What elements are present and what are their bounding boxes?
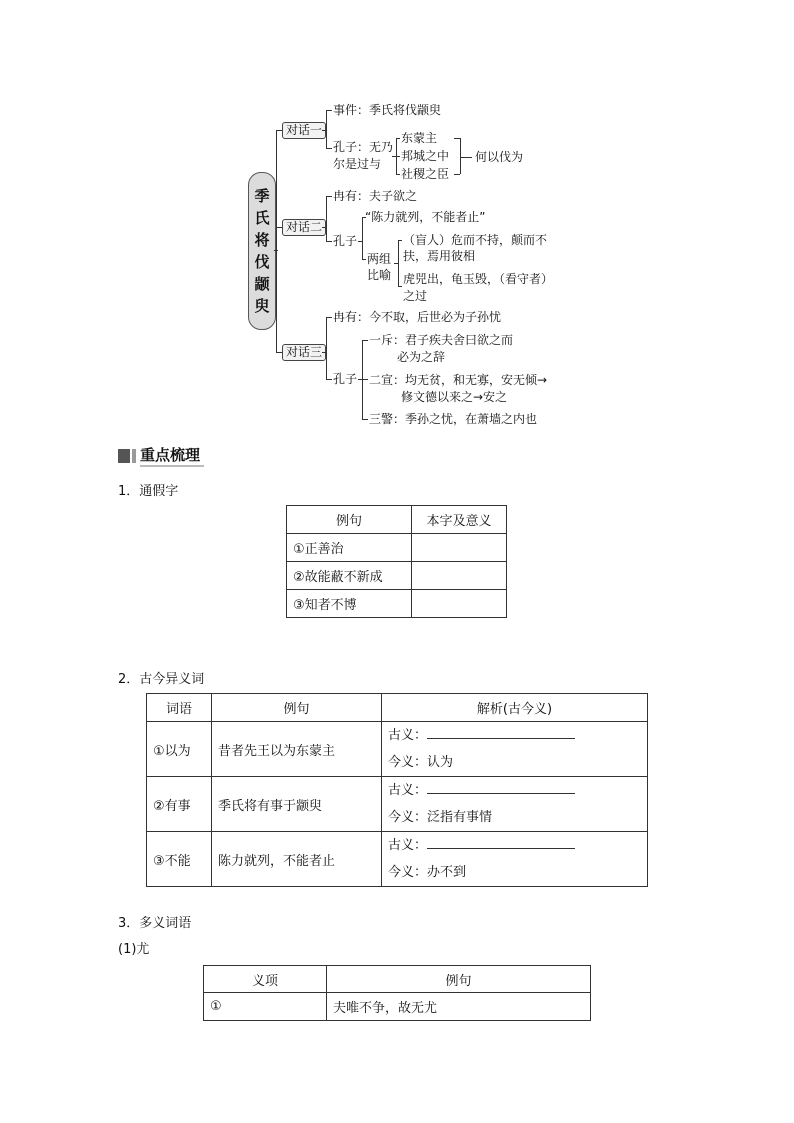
connector — [326, 196, 332, 197]
d1-reason: 社稷之臣 — [401, 167, 450, 181]
gu-line — [388, 832, 641, 859]
d1-conclusion: 何以伐为 — [475, 150, 524, 164]
mindmap-title — [248, 172, 276, 330]
table-row — [287, 590, 507, 618]
d2-kongzi: 孔子 — [333, 234, 358, 248]
d3-criticism-l1: 一斥：君子疾夫舍曰欲之而 — [369, 333, 514, 347]
d3-proclaim-l1: 二宣：均无贫，和无寡，安无倾→ — [369, 373, 548, 387]
answer-cell[interactable] — [412, 534, 507, 562]
title-char: 将 — [254, 231, 270, 249]
d2-analogy-1-l2: 扶，焉用彼相 — [403, 249, 476, 263]
section-heading — [118, 444, 204, 467]
bracket-line — [326, 196, 327, 241]
q3-table — [203, 965, 591, 1021]
dialogue-3-node: 对话三 — [282, 344, 326, 361]
d1-kongzi-l1: 孔子：无乃 — [333, 140, 394, 154]
gu-label: 古义： — [388, 728, 428, 743]
d2-analogy-1-l1: （盲人）危而不持，颠而不 — [403, 233, 548, 247]
gu-line — [388, 722, 641, 749]
table-row — [147, 722, 648, 777]
connector — [362, 340, 368, 341]
d1-kongzi-l2: 尔是过与 — [333, 157, 382, 171]
table-header: 义项 — [204, 966, 327, 993]
table-header-row — [147, 694, 648, 722]
d2-analogy-2-l1: 虎兕出，龟玉毁，（看守者） — [403, 272, 554, 286]
q1-title: 1．通假字 — [118, 484, 179, 499]
table-header: 词语 — [147, 694, 212, 722]
connector — [394, 263, 398, 264]
table-header: 本字及意义 — [412, 506, 507, 534]
heading-bar-icon — [118, 449, 130, 463]
jin-line: 今义：认为 — [388, 755, 454, 770]
meaning-cell — [382, 722, 648, 777]
q3-subtitle: (1)尤 — [118, 942, 150, 957]
connector — [322, 130, 326, 131]
table-cell: ③不能 — [147, 832, 212, 887]
q3-title: 3．多义词语 — [118, 916, 192, 931]
table-row — [287, 562, 507, 590]
title-char: 臾 — [254, 297, 270, 315]
d3-proclaim-l2: 修文德以来之→安之 — [401, 390, 508, 404]
jin-line: 今义：泛指有事情 — [388, 810, 493, 825]
connector — [358, 241, 362, 242]
connector — [326, 110, 332, 111]
meaning-cell — [382, 832, 648, 887]
q2-title: 2．古今异义词 — [118, 672, 205, 687]
connector — [396, 138, 400, 139]
d1-reason: 邦城之中 — [401, 149, 450, 163]
d3-ranyou: 冉有：今不取，后世必为子孙忧 — [333, 310, 502, 324]
table-cell: 季氏将有事于颛臾 — [212, 777, 382, 832]
connector — [396, 174, 400, 175]
table-header-row — [287, 506, 507, 534]
bracket-line — [460, 138, 461, 174]
d1-event: 事件：季氏将伐颛臾 — [333, 103, 442, 117]
main-bracket-line — [276, 130, 277, 352]
q2-table — [146, 693, 648, 887]
table-cell: ②故能蔽不新成 — [287, 562, 412, 590]
table-cell: ①正善治 — [287, 534, 412, 562]
table-header: 例句 — [287, 506, 412, 534]
connector — [362, 259, 366, 260]
table-row — [147, 832, 648, 887]
title-char: 氏 — [254, 209, 270, 227]
d3-criticism-l2: 必为之辞 — [397, 350, 446, 364]
table-cell: ②有事 — [147, 777, 212, 832]
title-char: 伐 — [254, 253, 270, 271]
jin-line: 今义：办不到 — [388, 865, 467, 880]
table-row — [204, 993, 591, 1021]
d2-analogy-l1: 两组 — [367, 252, 392, 266]
connector — [326, 379, 332, 380]
table-header-row — [204, 966, 591, 993]
connector — [322, 352, 326, 353]
table-header: 例句 — [327, 966, 591, 993]
title-char: 季 — [254, 187, 270, 205]
d1-reason: 东蒙主 — [401, 131, 438, 145]
d2-analogy-2-l2: 之过 — [403, 289, 428, 303]
connector — [326, 241, 332, 242]
meaning-cell — [382, 777, 648, 832]
connector — [398, 240, 402, 241]
gu-line — [388, 777, 641, 804]
connector — [362, 419, 368, 420]
gu-label: 古义： — [388, 783, 428, 798]
heading-bar-icon — [132, 449, 136, 463]
gu-blank[interactable] — [427, 726, 575, 739]
bracket-line — [362, 217, 363, 259]
connector — [398, 286, 402, 287]
table-cell: 昔者先王以为东蒙主 — [212, 722, 382, 777]
connector — [326, 317, 332, 318]
bracket-line — [326, 317, 327, 379]
connector — [326, 148, 332, 149]
connector — [454, 174, 460, 175]
table-cell: 夫唯不争，故无尤 — [327, 993, 591, 1021]
table-header: 例句 — [212, 694, 382, 722]
d3-kongzi: 孔子 — [333, 372, 358, 386]
connector — [274, 250, 278, 251]
connector — [362, 379, 368, 380]
q1-table — [286, 505, 507, 618]
table-cell: 陈力就列，不能者止 — [212, 832, 382, 887]
dialogue-2-node: 对话二 — [282, 219, 326, 236]
table-row — [147, 777, 648, 832]
table-cell: ③知者不博 — [287, 590, 412, 618]
table-row — [287, 534, 507, 562]
table-cell: ①以为 — [147, 722, 212, 777]
answer-cell[interactable] — [412, 562, 507, 590]
gu-blank[interactable] — [427, 781, 575, 794]
gu-label: 古义： — [388, 838, 428, 853]
connector — [322, 227, 326, 228]
section-title: 重点梳理 — [140, 444, 204, 467]
dialogue-1-node: 对话一 — [282, 122, 326, 139]
connector — [460, 157, 472, 158]
connector — [396, 156, 400, 157]
bracket-line — [326, 110, 327, 148]
d3-warning: 三警：季孙之忧，在萧墙之内也 — [369, 412, 538, 426]
d2-quote: “陈力就列，不能者止” — [365, 210, 486, 224]
bracket-line — [398, 240, 399, 286]
table-header: 解析(古今义) — [382, 694, 648, 722]
d2-ranyou: 冉有：夫子欲之 — [333, 189, 418, 203]
d2-analogy-l2: 比喻 — [367, 268, 392, 282]
title-char: 颛 — [254, 275, 270, 293]
gu-blank[interactable] — [427, 836, 575, 849]
table-cell: ① — [204, 993, 327, 1021]
answer-cell[interactable] — [412, 590, 507, 618]
